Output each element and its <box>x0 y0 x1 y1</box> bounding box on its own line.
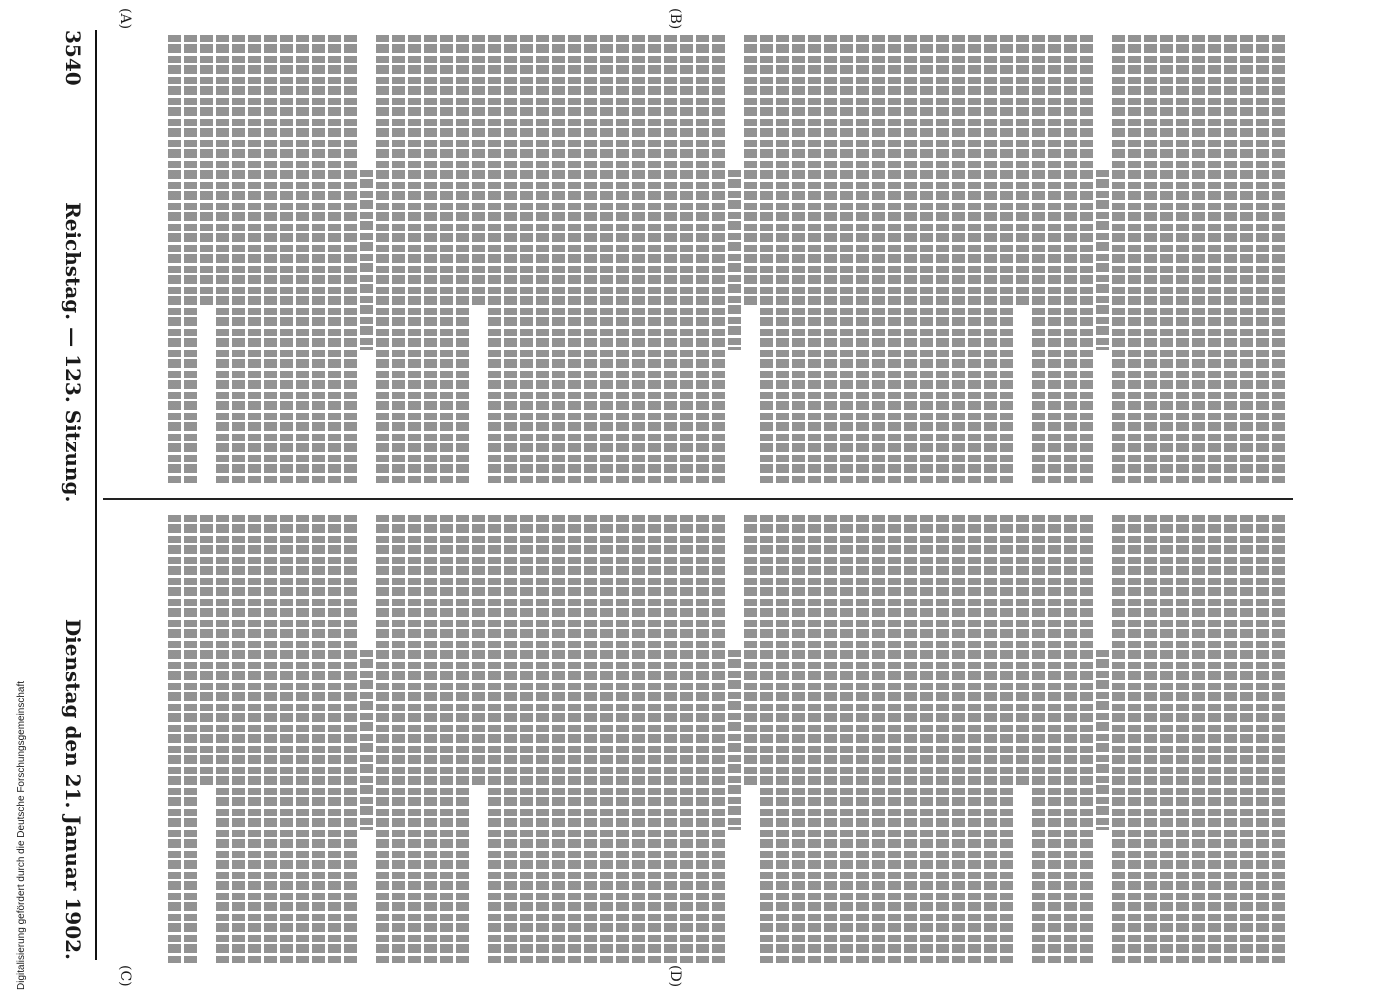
text-line <box>328 35 341 485</box>
text-line <box>1032 515 1045 965</box>
text-line <box>808 515 821 965</box>
text-line <box>184 515 197 965</box>
text-line <box>1208 35 1221 485</box>
text-line <box>1000 515 1013 965</box>
text-line <box>344 35 357 485</box>
text-line <box>408 515 421 965</box>
text-line <box>200 35 213 305</box>
text-line <box>584 515 597 965</box>
text-line <box>1176 515 1189 965</box>
text-line <box>616 35 629 485</box>
text-line <box>1048 515 1061 965</box>
text-line <box>1240 515 1253 965</box>
text-line <box>424 35 437 485</box>
text-line <box>840 35 853 485</box>
text-line <box>568 35 581 485</box>
text-line <box>1064 515 1077 965</box>
text-column-left <box>108 35 1288 485</box>
text-line <box>600 35 613 485</box>
text-line <box>840 515 853 965</box>
text-line <box>1096 170 1109 350</box>
text-line <box>744 35 757 305</box>
text-line <box>520 515 533 965</box>
text-line <box>392 515 405 965</box>
text-line <box>360 170 373 350</box>
text-line <box>168 515 181 965</box>
text-line <box>264 515 277 965</box>
text-line <box>984 515 997 965</box>
text-line <box>1256 515 1269 965</box>
text-line <box>904 35 917 485</box>
text-line <box>952 35 965 485</box>
text-line <box>472 515 485 785</box>
text-line <box>904 515 917 965</box>
text-line <box>1240 35 1253 485</box>
text-line <box>1000 35 1013 485</box>
text-line <box>680 515 693 965</box>
text-line <box>1048 35 1061 485</box>
text-line <box>552 35 565 485</box>
text-line <box>632 35 645 485</box>
text-line <box>424 515 437 965</box>
text-line <box>648 515 661 965</box>
text-line <box>856 35 869 485</box>
text-line <box>216 35 229 485</box>
text-line <box>1112 35 1125 485</box>
text-line <box>664 35 677 485</box>
text-line <box>1016 515 1029 785</box>
text-line <box>184 35 197 485</box>
text-line <box>984 35 997 485</box>
text-line <box>440 35 453 485</box>
text-line <box>232 515 245 965</box>
text-line <box>1016 35 1029 305</box>
text-line <box>872 515 885 965</box>
text-line <box>568 515 581 965</box>
text-line <box>1224 35 1237 485</box>
text-line <box>872 35 885 485</box>
text-line <box>200 515 213 785</box>
text-line <box>632 515 645 965</box>
text-line <box>968 515 981 965</box>
text-line <box>1192 35 1205 485</box>
text-line <box>648 35 661 485</box>
text-line <box>600 515 613 965</box>
text-line <box>408 35 421 485</box>
text-line <box>1112 515 1125 965</box>
text-line <box>312 515 325 965</box>
text-column-right <box>108 515 1288 965</box>
text-line <box>536 35 549 485</box>
text-line <box>776 35 789 485</box>
margin-mark-d: (D) <box>667 965 683 988</box>
text-line <box>1144 35 1157 485</box>
text-line <box>216 515 229 965</box>
text-line <box>888 515 901 965</box>
text-line <box>968 35 981 485</box>
text-line <box>232 35 245 485</box>
text-line <box>344 515 357 965</box>
text-line <box>1208 515 1221 965</box>
text-line <box>264 35 277 485</box>
text-line <box>1144 515 1157 965</box>
text-line <box>616 515 629 965</box>
header-rule <box>95 30 97 960</box>
text-line <box>920 35 933 485</box>
text-line <box>824 515 837 965</box>
text-line <box>248 35 261 485</box>
text-line <box>440 515 453 965</box>
column-divider <box>103 498 1293 500</box>
margin-mark-a: (A) <box>117 8 133 30</box>
page-header <box>53 30 93 960</box>
text-line <box>1224 515 1237 965</box>
text-line <box>1272 515 1285 965</box>
text-line <box>1032 35 1045 485</box>
text-line <box>760 35 773 485</box>
text-line <box>952 515 965 965</box>
text-line <box>1080 515 1093 965</box>
text-line <box>792 515 805 965</box>
text-line <box>1192 515 1205 965</box>
margin-mark-b: (B) <box>667 8 683 30</box>
text-line <box>456 515 469 965</box>
text-line <box>376 35 389 485</box>
text-line <box>488 35 501 485</box>
text-line <box>760 515 773 965</box>
text-line <box>552 515 565 965</box>
text-line <box>1256 35 1269 485</box>
text-line <box>728 650 741 830</box>
text-line <box>456 35 469 485</box>
text-line <box>1096 650 1109 830</box>
text-line <box>1160 35 1173 485</box>
text-line <box>504 35 517 485</box>
text-line <box>936 35 949 485</box>
text-line <box>296 515 309 965</box>
text-line <box>792 35 805 485</box>
text-line <box>296 35 309 485</box>
text-line <box>696 515 709 965</box>
page-number: 3540 <box>61 30 85 86</box>
text-line <box>312 35 325 485</box>
text-line <box>360 650 373 830</box>
text-line <box>1160 515 1173 965</box>
text-line <box>776 515 789 965</box>
digitization-credit: Digitalisierung gefördert durch die Deutsche Forschungsgemeinschaft <box>16 680 27 990</box>
text-line <box>680 35 693 485</box>
text-line <box>728 170 741 350</box>
text-line <box>1128 35 1141 485</box>
text-line <box>856 515 869 965</box>
text-line <box>664 515 677 965</box>
text-line <box>712 35 725 485</box>
text-line <box>280 35 293 485</box>
text-line <box>1176 35 1189 485</box>
text-line <box>376 515 389 965</box>
text-line <box>1064 35 1077 485</box>
session-title: Reichstag. — 123. Sitzung. <box>61 202 85 503</box>
text-line <box>168 35 181 485</box>
text-line <box>392 35 405 485</box>
text-line <box>744 515 757 785</box>
margin-mark-c: (C) <box>117 965 133 987</box>
text-line <box>536 515 549 965</box>
text-line <box>936 515 949 965</box>
text-line <box>1128 515 1141 965</box>
text-line <box>280 515 293 965</box>
text-line <box>488 515 501 965</box>
text-line <box>1272 35 1285 485</box>
text-line <box>696 35 709 485</box>
text-line <box>920 515 933 965</box>
text-line <box>808 35 821 485</box>
text-line <box>248 515 261 965</box>
text-line <box>888 35 901 485</box>
text-line <box>1080 35 1093 485</box>
text-line <box>472 35 485 305</box>
text-line <box>712 515 725 965</box>
text-line <box>520 35 533 485</box>
text-line <box>584 35 597 485</box>
text-line <box>504 515 517 965</box>
text-line <box>328 515 341 965</box>
text-line <box>824 35 837 485</box>
session-date: Dienstag den 21. Januar 1902. <box>61 618 85 960</box>
